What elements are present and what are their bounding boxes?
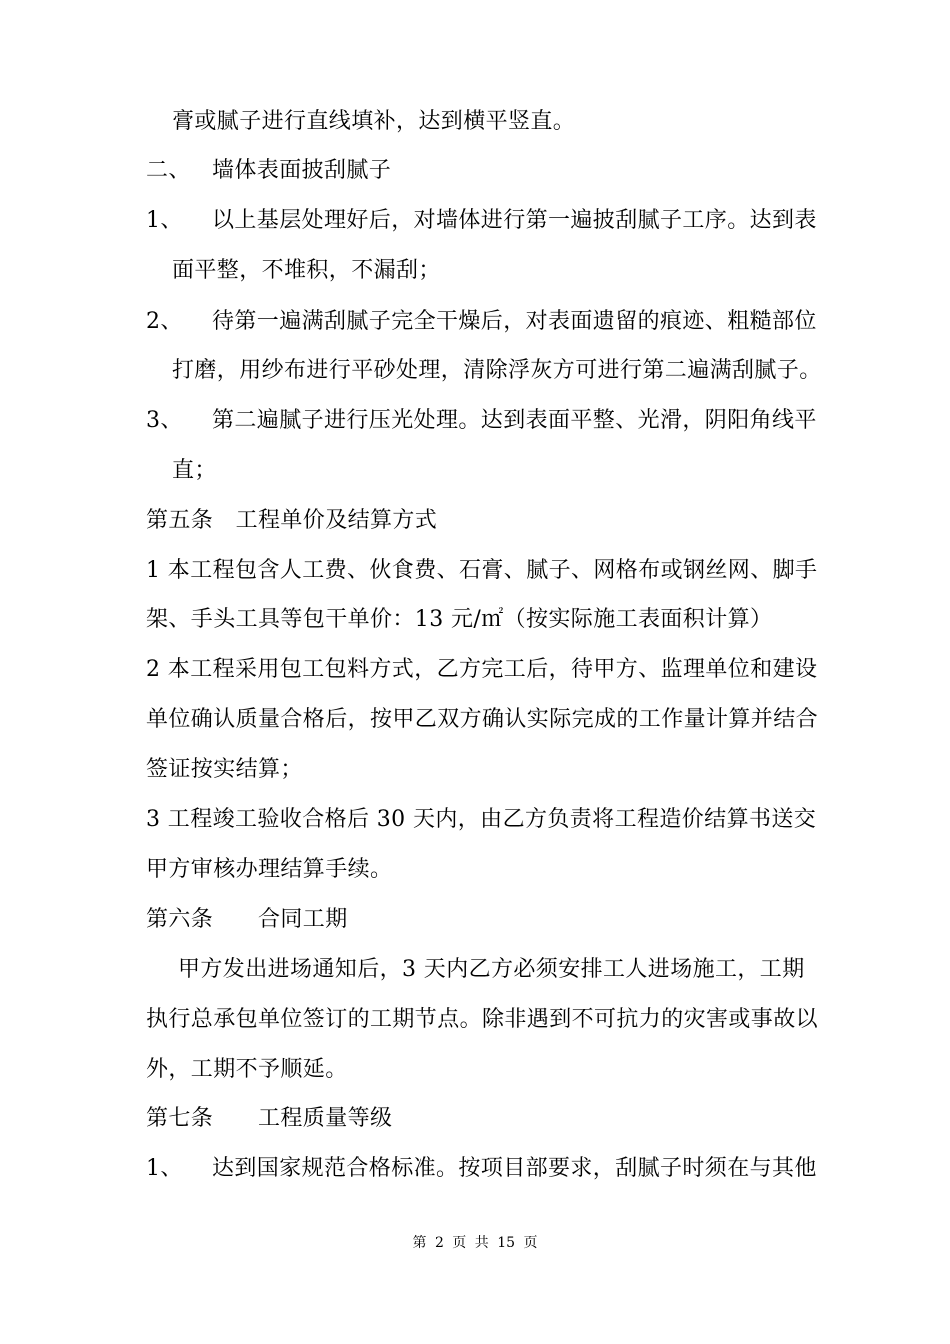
paragraph-line: 执行总承包单位签订的工期节点。除非遇到不可抗力的灾害或事故以 [146, 1007, 819, 1032]
paragraph-line: 膏或腻子进行直线填补，达到横平竖直。 [172, 109, 576, 134]
paragraph-line: 打磨，用纱布进行平砂处理，清除浮灰方可进行第二遍满刮腻子。 [172, 358, 822, 383]
paragraph-line: 单位确认质量合格后，按甲乙双方确认实际完成的工作量计算并结合 [146, 707, 819, 732]
section-heading: 墙体表面披刮腻子 [212, 158, 392, 183]
list-number: 二、 [146, 158, 191, 183]
page-footer: 第 2 页 共 15 页 [412, 1235, 538, 1251]
list-number: 1、 [146, 208, 183, 233]
paragraph-line: 达到国家规范合格标准。按项目部要求，刮腻子时须在与其他 [212, 1156, 817, 1181]
article-heading: 第五条 工程单价及结算方式 [146, 508, 438, 533]
list-number: 2、 [146, 309, 183, 334]
article-heading: 第六条 合同工期 [146, 907, 348, 932]
paragraph-line: 甲方审核办理结算手续。 [146, 857, 393, 882]
paragraph-line: 外，工期不予顺延。 [146, 1057, 348, 1082]
paragraph-line: 以上基层处理好后，对墙体进行第一遍披刮腻子工序。达到表 [212, 208, 817, 233]
paragraph-line: 面平整，不堆积，不漏刮； [172, 258, 441, 283]
paragraph-line: 1 本工程包含人工费、伙食费、石膏、腻子、网格布或钢丝网、脚手 [146, 558, 818, 583]
paragraph-line: 甲方发出进场通知后，3 天内乙方必须安排工人进场施工，工期 [178, 957, 805, 982]
list-number: 1、 [146, 1156, 183, 1181]
paragraph-line: 直； [172, 458, 217, 483]
paragraph-line: 签证按实结算； [146, 757, 303, 782]
list-number: 3、 [146, 408, 183, 433]
paragraph-line: 3 工程竣工验收合格后 30 天内，由乙方负责将工程造价结算书送交 [146, 807, 817, 832]
paragraph-line: 待第一遍满刮腻子完全干燥后，对表面遗留的痕迹、粗糙部位 [212, 309, 817, 334]
paragraph-line: 架、手头工具等包干单价：13 元/㎡（按实际施工表面积计算） [146, 607, 773, 632]
paragraph-line: 2 本工程采用包工包料方式，乙方完工后，待甲方、监理单位和建设 [146, 657, 818, 682]
paragraph-line: 第二遍腻子进行压光处理。达到表面平整、光滑，阴阳角线平 [212, 408, 817, 433]
article-heading: 第七条 工程质量等级 [146, 1106, 393, 1131]
